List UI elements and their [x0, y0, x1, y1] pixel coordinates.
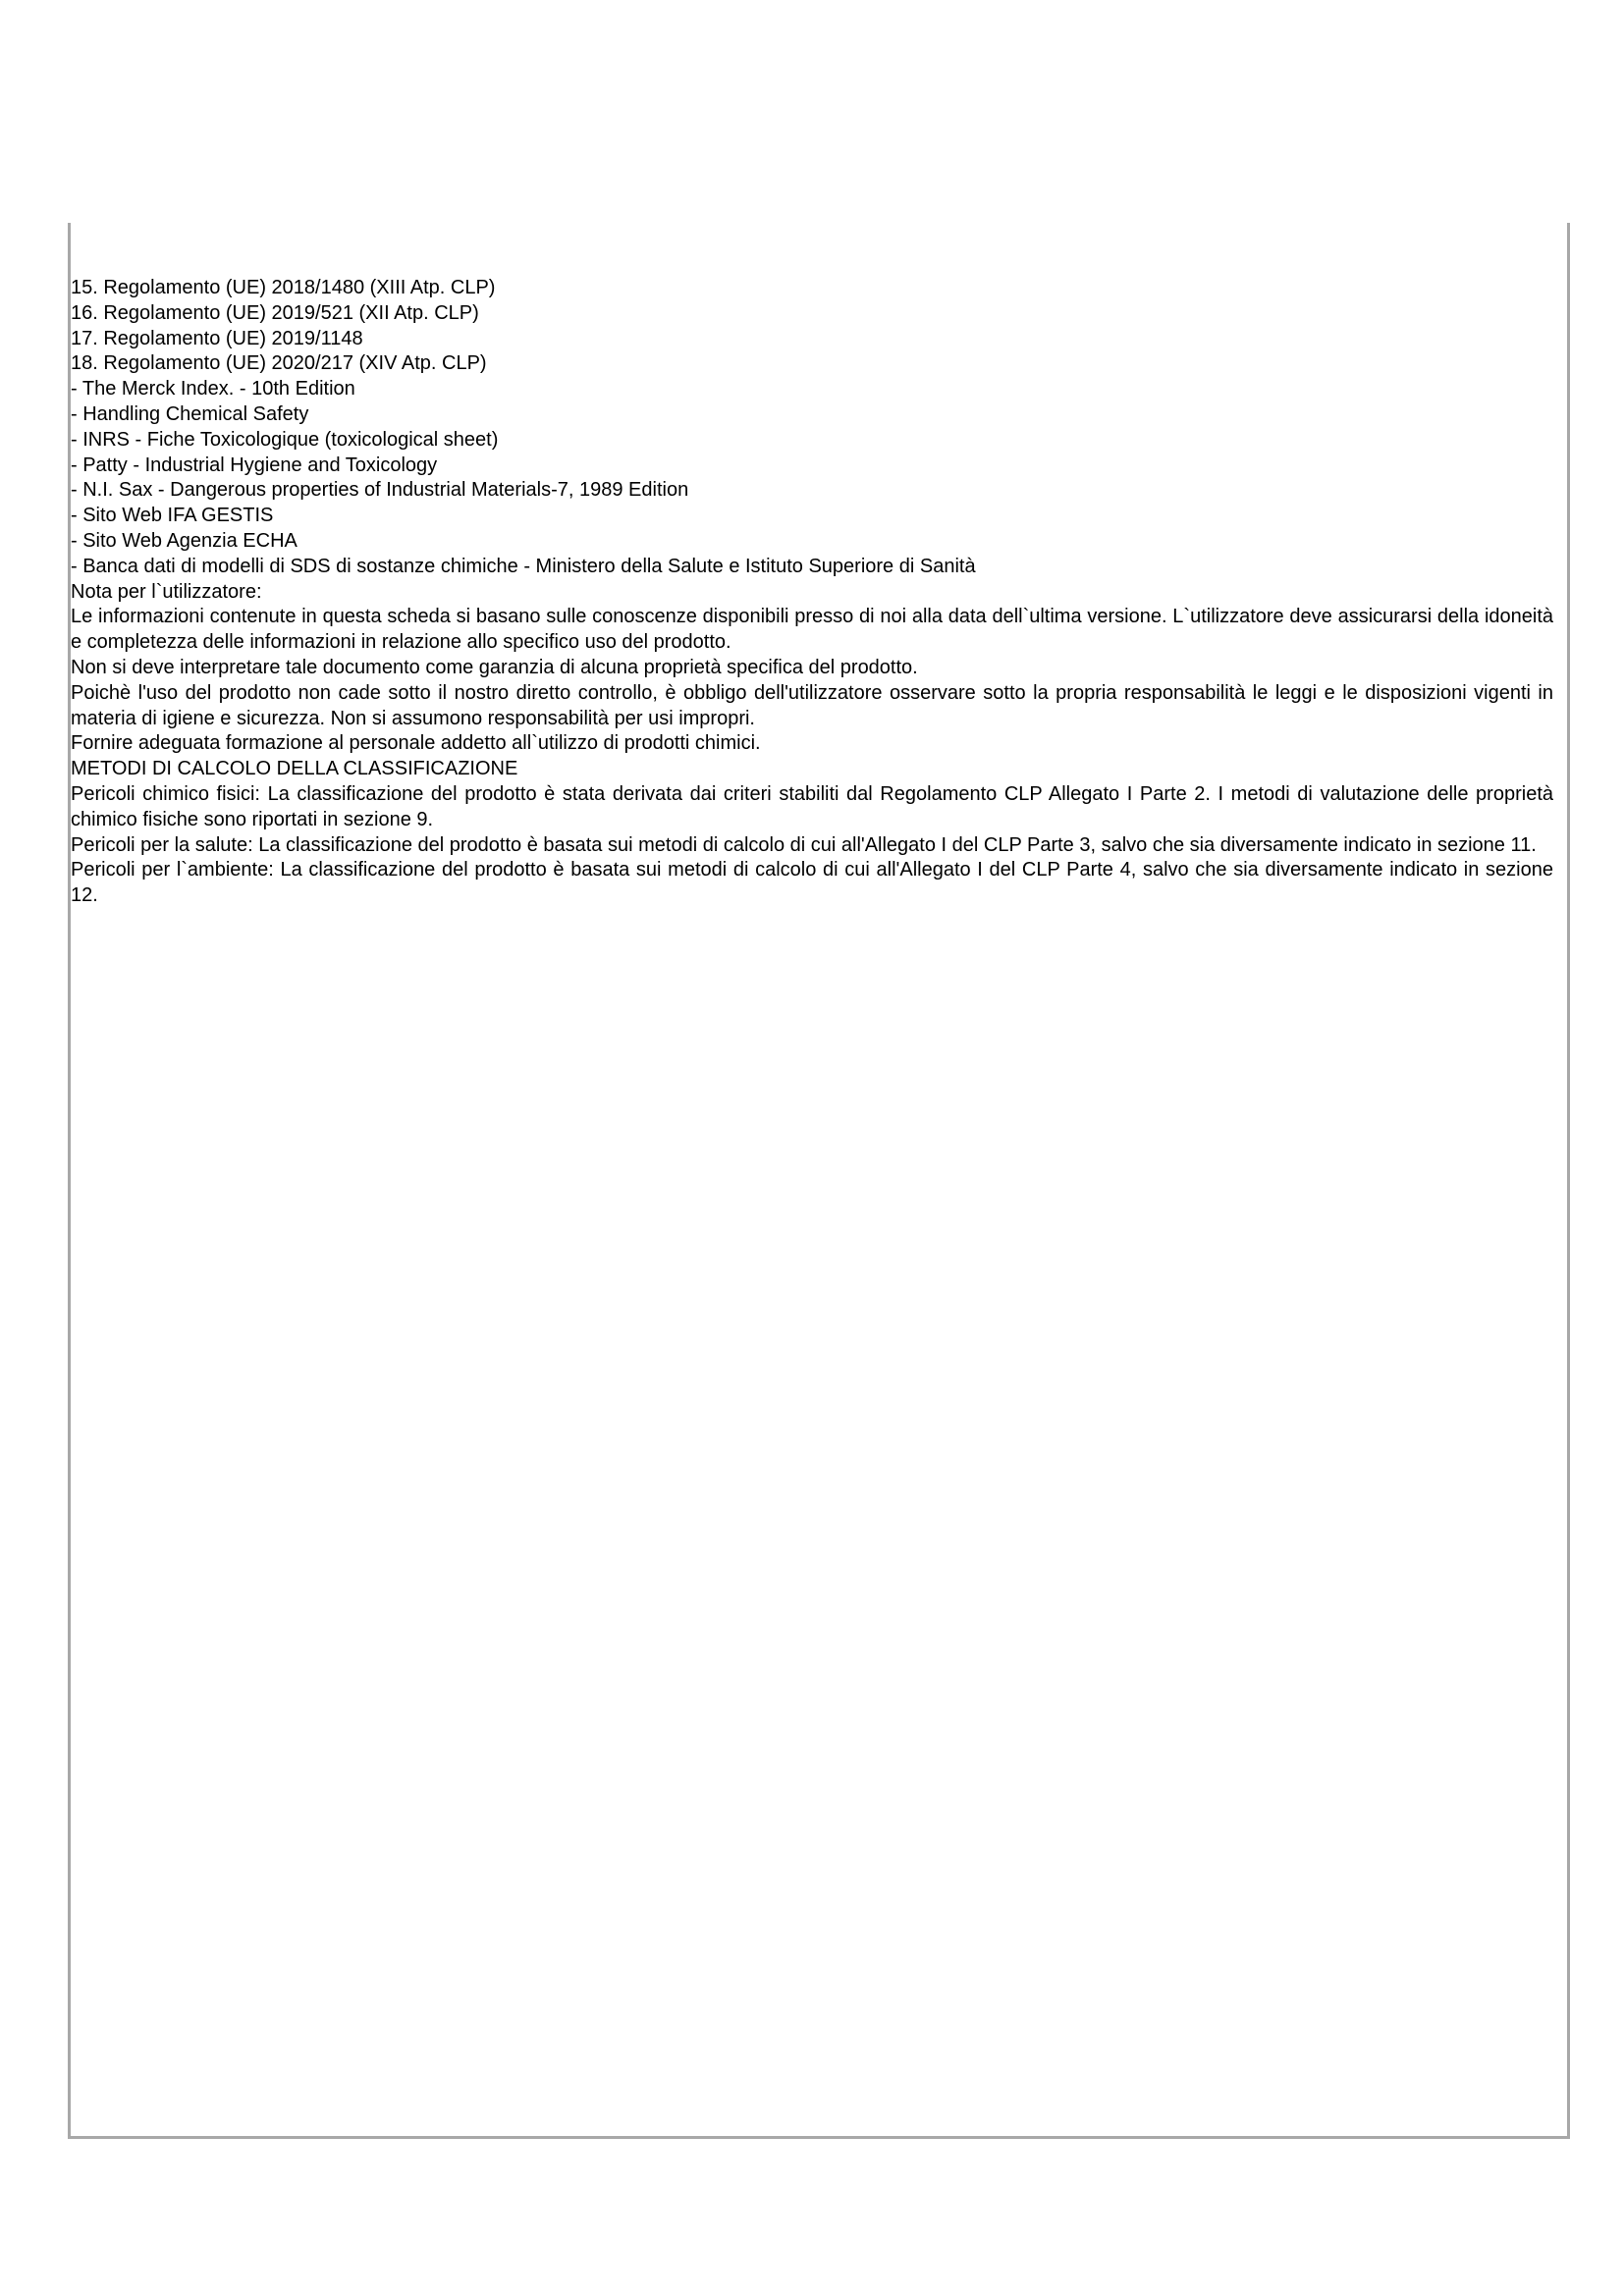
- reference-item: - Banca dati di modelli di SDS di sostanze chimiche - Ministero della Salute e Istituto Superiore di Sanità: [71, 555, 976, 577]
- user-note-paragraph: Poichè l'uso del prodotto non cade sotto il nostro diretto controllo, è obbligo dell'utilizzatore osservare sotto la propria responsabilità le leggi e le disposizioni vigenti in materia di igiene e sicurezza. Non si assumono responsabilità per usi impropri.: [71, 681, 1553, 729]
- reference-item: 15. Regolamento (UE) 2018/1480 (XIII Atp. CLP): [71, 277, 496, 298]
- user-note-paragraph: Non si deve interpretare tale documento come garanzia di alcuna proprietà specifica del prodotto.: [71, 656, 918, 678]
- classification-methods-section: [71, 757, 1553, 909]
- page-frame-right-rule: [1567, 223, 1570, 2139]
- reference-item: - N.I. Sax - Dangerous properties of Industrial Materials-7, 1989 Edition: [71, 479, 689, 502]
- reference-item: - Patty - Industrial Hygiene and Toxicology: [71, 454, 438, 476]
- document-body: [71, 276, 1553, 909]
- classification-methods-heading: METODI DI CALCOLO DELLA CLASSIFICAZIONE: [71, 758, 518, 780]
- user-note-paragraph: Fornire adeguata formazione al personale addetto all`utilizzo di prodotti chimici.: [71, 732, 761, 755]
- reference-item: - Sito Web Agenzia ECHA: [71, 529, 298, 552]
- reference-item: - The Merck Index. - 10th Edition: [71, 378, 355, 400]
- classification-method-paragraph: Pericoli per l`ambiente: La classificazione del prodotto è basata sui metodi di calcolo di cui all'Allegato I del CLP Parte 4, salvo che sia diversamente indicato in sezione 12.: [71, 859, 1553, 907]
- user-note-section: [71, 580, 1553, 758]
- reference-item: 18. Regolamento (UE) 2020/217 (XIV Atp. CLP): [71, 352, 487, 375]
- user-note-paragraph: Le informazioni contenute in questa scheda si basano sulle conoscenze disponibili presso di noi alla data dell`ultima versione. L`utilizzatore deve assicurarsi della idoneità e completezza delle informazioni in relazione allo specifico uso del prodotto.: [71, 606, 1553, 654]
- reference-item: 17. Regolamento (UE) 2019/1148: [71, 327, 363, 349]
- user-note-heading: Nota per l`utilizzatore:: [71, 580, 262, 603]
- classification-method-paragraph: Pericoli chimico fisici: La classificazione del prodotto è stata derivata dai criteri stabiliti dal Regolamento CLP Allegato I Parte 2. I metodi di valutazione delle proprietà chimico fisiche sono riportati in sezione 9.: [71, 782, 1553, 830]
- reference-item: - Handling Chemical Safety: [71, 402, 309, 425]
- references-list: [71, 276, 1553, 580]
- reference-item: 16. Regolamento (UE) 2019/521 (XII Atp. CLP): [71, 301, 479, 324]
- reference-item: - Sito Web IFA GESTIS: [71, 505, 274, 527]
- reference-item: - INRS - Fiche Toxicologique (toxicological sheet): [71, 428, 499, 451]
- classification-method-paragraph: Pericoli per la salute: La classificazione del prodotto è basata sui metodi di calcolo di cui all'Allegato I del CLP Parte 3, salvo che sia diversamente indicato in sezione 11.: [71, 833, 1537, 856]
